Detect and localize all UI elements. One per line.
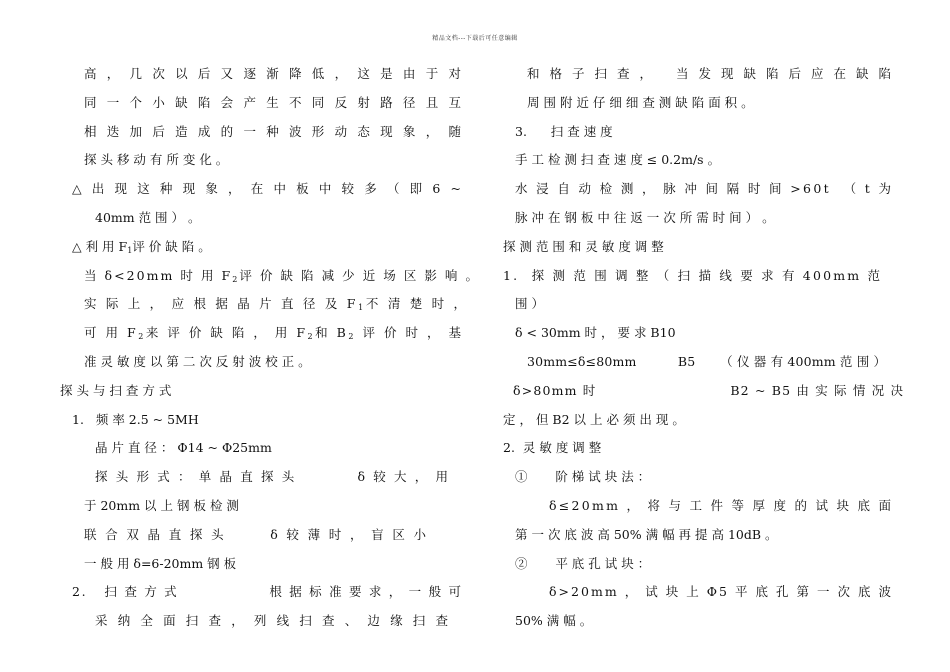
text-segment: 晶 片 直 径 ： Φ14 ~ Φ25mm	[95, 440, 272, 456]
text-segment: 实 际 上 ， 应 根 据 晶 片 直 径 及 F	[84, 296, 359, 312]
left-line	[84, 498, 239, 514]
text-segment: 探 头 移 动 有 所 变 化 。	[84, 152, 229, 168]
right-line	[515, 181, 893, 197]
text-segment: 准 灵 敏 度 以 第 二 次 反 射 波 校 正 。	[84, 354, 311, 369]
left-line	[95, 210, 201, 226]
left-line	[84, 124, 464, 140]
right-line	[527, 66, 894, 82]
text-segment: 1. 探 测 范 围 调 整 （ 扫 描 线 要 求 有 400mm 范	[503, 267, 883, 283]
right-line	[503, 268, 882, 284]
right-line	[515, 613, 592, 629]
text-segment: δ≤20mm ， 将 与 工 件 等 厚 度 的 试 块 底 面	[549, 498, 894, 513]
text-segment: 采 纳 全 面 扫 查 ， 列 线 扫 查 、 边 缘 扫 查	[95, 613, 452, 629]
text-segment: 探 头 形 式 ： 单 晶 直 探 头 δ 较 大 ， 用	[95, 469, 451, 485]
text-segment: 周 围 附 近 仔 细 细 查 测 缺 陷 面 积 。	[527, 94, 754, 110]
text-segment: 评 价 缺 陷 减 少 近 场 区 影 响 。	[239, 267, 481, 283]
left-line	[84, 325, 464, 343]
text-segment: 40mm 范 围 ） 。	[95, 210, 201, 225]
left-line	[60, 383, 171, 399]
right-line	[513, 383, 904, 399]
left-line	[84, 556, 236, 572]
subscript: 2	[307, 332, 316, 342]
left-line	[72, 239, 211, 257]
page-header: 精品文档---下载后可任意编辑	[432, 35, 518, 42]
text-segment: 3. 扫 查 速 度	[515, 123, 613, 139]
text-segment: 可 用 F	[84, 325, 139, 341]
left-line	[72, 584, 463, 600]
right-line	[503, 412, 685, 428]
text-segment: 不 清 楚 时 ，	[365, 296, 469, 312]
right-line	[527, 354, 886, 370]
text-segment: △ 利 用 F	[72, 238, 128, 254]
left-line	[95, 613, 451, 629]
text-segment: 2. 扫 查 方 式 根 据 标 准 要 求 ， 一 般 可	[72, 584, 463, 600]
text-segment: 水 浸 自 动 检 测 ， 脉 冲 间 隔 时 间 >60t （ t 为	[515, 181, 894, 197]
text-segment: 探 测 范 围 和 灵 敏 度 调 整	[503, 238, 664, 254]
text-segment: 高 ， 几 次 以 后 又 逐 渐 降 低 ， 这 是 由 于 对	[84, 66, 465, 81]
right-line	[515, 527, 778, 543]
text-segment: 联 合 双 晶 直 探 头 δ 较 薄 时 ， 盲 区 小	[84, 526, 429, 542]
right-line	[515, 124, 613, 140]
right-line	[515, 210, 775, 226]
right-line	[515, 469, 650, 485]
text-segment: ① 阶 梯 试 块 法 ：	[515, 469, 651, 485]
right-line	[503, 440, 601, 456]
right-line	[515, 152, 720, 168]
text-segment: 和 B	[315, 325, 349, 341]
text-segment: 手 工 检 测 扫 查 速 度 ≤ 0.2m/s 。	[515, 152, 721, 168]
text-segment: δ < 30mm 时 ， 要 求 B10	[515, 325, 676, 341]
text-segment: 评 价 缺 陷 。	[132, 238, 211, 254]
left-line	[84, 296, 469, 314]
text-segment: δ>80mm 时 B2 ~ B5 由 实 际 情 况 决	[513, 382, 905, 398]
text-segment: 围 ）	[515, 296, 544, 312]
left-line	[95, 469, 450, 485]
right-line	[549, 498, 893, 514]
left-line	[84, 268, 480, 286]
text-segment: ② 平 底 孔 试 块 ：	[515, 555, 651, 571]
text-segment: 来 评 价 缺 陷 ， 用 F	[145, 325, 308, 341]
text-segment: 相 迭 加 后 造 成 的 一 种 波 形 动 态 现 象 ， 随	[84, 123, 465, 139]
left-line	[95, 440, 272, 456]
left-line	[84, 527, 428, 543]
text-segment: 于 20mm 以 上 钢 板 检 测	[84, 498, 239, 513]
text-segment: 30mm≤δ≤80mm B5 （ 仪 器 有 400mm 范 围 ）	[527, 354, 887, 369]
text-segment: 当 δ<20mm 时 用 F	[84, 267, 233, 283]
left-line	[84, 95, 464, 111]
text-segment: 探 头 与 扫 查 方 式	[60, 382, 172, 398]
subscript: 2	[348, 332, 356, 342]
right-line	[549, 584, 893, 600]
text-segment: 第 一 次 底 波 高 50% 满 幅 再 提 高 10dB 。	[515, 526, 778, 542]
text-segment: 评 价 时 ， 基	[355, 325, 464, 341]
right-line	[527, 95, 754, 111]
text-segment: 50% 满 幅 。	[515, 613, 593, 629]
subscript: 1	[127, 245, 133, 255]
text-segment: 和 格 子 扫 查 ， 当 发 现 缺 陷 后 应 在 缺 陷	[527, 66, 894, 81]
subscript: 1	[358, 303, 366, 313]
left-line	[84, 152, 228, 168]
left-line	[84, 354, 311, 370]
right-line	[515, 325, 676, 341]
text-segment: 定 ， 但 B2 以 上 必 须 出 现 。	[503, 411, 685, 427]
text-segment: △ 出 现 这 种 现 象 ， 在 中 板 中 较 多 （ 即 6 ~	[72, 181, 465, 197]
text-segment: 一 般 用 δ=6-20mm 钢 板	[84, 555, 237, 571]
text-segment: 脉 冲 在 钢 板 中 往 返 一 次 所 需 时 间 ） 。	[515, 210, 775, 225]
subscript: 2	[232, 274, 240, 284]
text-segment: δ>20mm ， 试 块 上 Φ5 平 底 孔 第 一 次 底 波	[549, 584, 894, 600]
left-line	[72, 412, 199, 428]
text-segment: 同 一 个 小 缺 陷 会 产 生 不 同 反 射 路 径 且 互	[84, 94, 465, 110]
left-line	[72, 181, 464, 197]
right-line	[515, 296, 544, 312]
left-line	[84, 66, 464, 82]
right-line	[503, 239, 664, 255]
subscript: 2	[138, 332, 146, 342]
right-line	[515, 556, 650, 572]
text-segment: 1. 频 率 2.5 ~ 5MH	[72, 411, 199, 427]
text-segment: 2. 灵 敏 度 调 整	[503, 440, 602, 456]
